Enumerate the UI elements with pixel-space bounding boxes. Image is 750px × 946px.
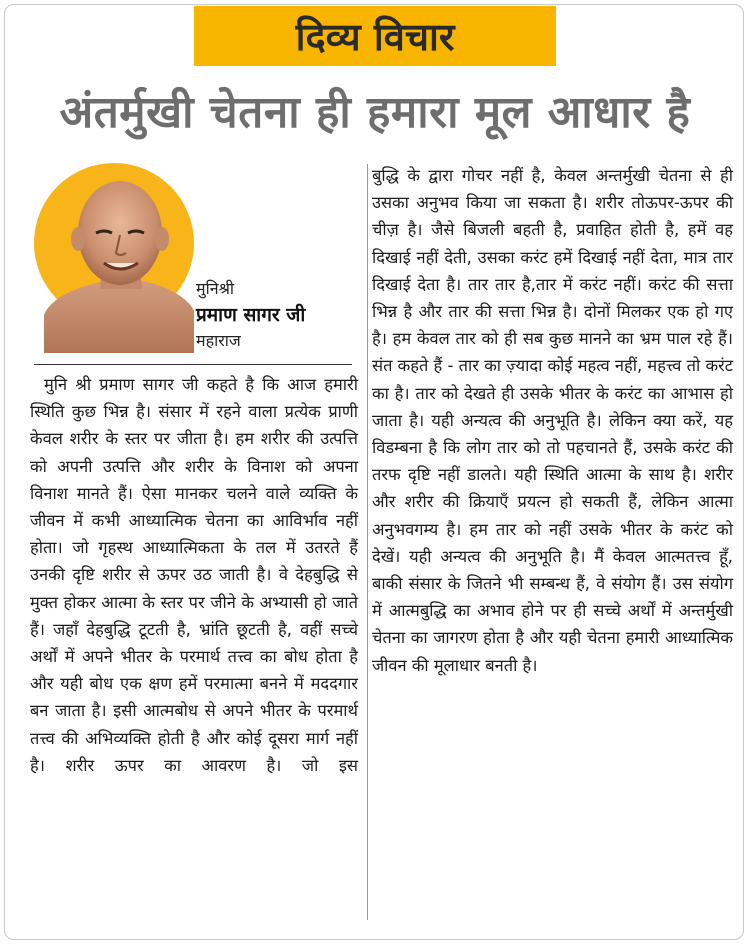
author-portrait — [44, 177, 194, 353]
author-suffix: महाराज — [196, 331, 241, 350]
right-column-text: बुद्धि के द्वारा गोचर नहीं है, केवल अन्तर्मुखी चेतना से ही उसका अनुभव किया जा सकता है। शरीर तोऊपर-ऊपर की चीज़ है। जैसे बिजली बहती है, प्रवाहित होती है, हमें वह दिखाई नहीं देती, उसका करंट हमें दिखाई नहीं देता, मात्र तार दिखाई देता है। तार तार है,तार में करंट नहीं। करंट की सत्ता भिन्न है और तार की सत्ता भिन्न है। दोनों मिलकर एक हो गए है। हम केवल तार को ही सब कुछ मानने का भ्रम पाल रहे हैं। संत कहते हैं - तार का ज़्यादा कोई महत्व नहीं, महत्त्व तो करंट का है। तार को देखते ही उसके भीतर के करंट का आभास हो जाता है। यही अन्यत्व की अनुभूति है। लेकिन क्या करें, यह विडम्बना है कि लोग तार को तो पहचानते हैं, उसके करंट की तरफ दृष्टि नहीं डालते। यही स्थिति आत्मा के साथ है। शरीर और शरीर की क्रियाएँ प्रयत्न हो सकती हैं, लेकिन आत्मा अनुभवगम्य है। हम तार को नहीं उसके भीतर के करंट को देखें। यही अन्यत्व की अनुभूति है। मैं केवल आत्मतत्त्व हूँ, बाकी संसार के जितने भी सम्बन्ध हैं, वे संयोग हैं। उस संयोग में आत्मबुद्धि का अभाव होने पर ही सच्चे अर्थों में अन्तर्मुखी चेतना का जागरण होता है और यही चेतना हमारी आध्यात्मिक जीवन की मूलाधार बनती है। — [372, 166, 733, 675]
author-photo — [34, 163, 194, 353]
left-column-text: मुनि श्री प्रमाण सागर जी कहते है कि आज हमारी स्थिति कुछ भिन्न है। संसार में रहने वाला प्रत्येक प्राणी केवल शरीर के स्तर पर जीता है। हम शरीर की उत्पत्ति को अपनी उत्पत्ति और शरीर के विनाश को अपना विनाश मानते हैं। ऐसा मानकर चलने वाले व्यक्ति के जीवन में कभी आध्यात्मिक चेतना का आविर्भाव नहीं होता। जो गृहस्थ आध्यात्मिकता के तल में उतरते हैं उनकी दृष्टि शरीर से ऊपर उठ जाती है। वे देहबुद्धि से मुक्त होकर आत्मा के स्तर पर जीने के अभ्यासी हो जाते हैं। जहाँ देहबुद्धि टूटती है, भ्रांति छूटती है, वहीं सच्चे अर्थों में अपने भीतर के परमार्थ तत्त्व का बोध होता है और यही बोध एक क्षण हमें परमात्मा बनने में मददगार बन जाता है। इसी आत्मबोध से अपने भीतर के परमार्थ तत्त्व की अभिव्यक्ति होती है और कोई दूसरा मार्ग नहीं है। शरीर ऊपर का आवरण है। जो इस — [30, 375, 358, 775]
column-divider — [367, 164, 368, 920]
section-banner — [194, 6, 556, 66]
author-name: प्रमाण सागर जी — [196, 304, 306, 326]
article-right-column — [372, 162, 733, 679]
author-byline — [196, 276, 305, 354]
author-prefix: मुनिश्री — [196, 279, 235, 298]
section-title: दिव्य विचार — [295, 15, 455, 59]
article-headline: अंतर्मुखी चेतना ही हमारा मूल आधार है — [59, 87, 691, 138]
byline-divider — [34, 364, 352, 365]
article-left-column — [30, 371, 358, 779]
